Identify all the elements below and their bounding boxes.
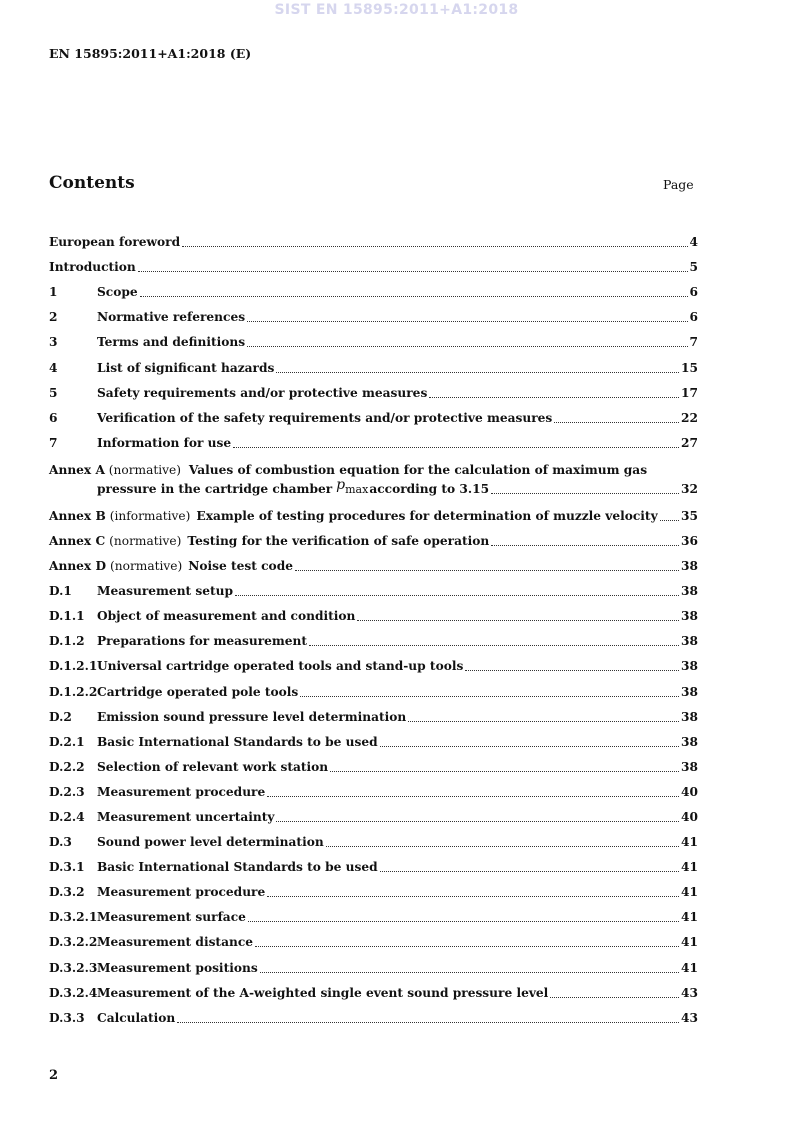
toc-entry-european-foreword[interactable] — [49, 225, 698, 250]
toc-title: Measurement distance — [97, 935, 253, 950]
toc-entry-scope[interactable] — [49, 275, 698, 300]
annex-title-line2-end: according to 3.15 — [369, 481, 490, 496]
annex-prefix: Annex A — [49, 463, 105, 478]
leader-dots — [330, 771, 679, 772]
leader-dots — [260, 972, 679, 973]
toc-number: D.3.1 — [49, 860, 85, 875]
toc-page: 38 — [681, 759, 698, 774]
toc-entry-annex-b[interactable] — [49, 497, 698, 524]
toc-page: 41 — [681, 960, 698, 975]
toc-entry-d3-2[interactable] — [49, 875, 698, 900]
toc-number: D.1.2.2 — [49, 684, 98, 699]
toc-number: D.1.2 — [49, 634, 85, 649]
leader-dots — [235, 595, 679, 596]
toc-entry-d1-2-1[interactable] — [49, 649, 698, 674]
annex-a-text — [49, 463, 698, 497]
leader-dots — [267, 796, 679, 797]
toc-title: Measurement surface — [97, 910, 246, 925]
watermark: SIST EN 15895:2011+A1:2018 — [274, 2, 519, 18]
toc-title: Sound power level determination — [97, 835, 324, 850]
toc-page: 7 — [689, 335, 698, 350]
toc-title: Emission sound pressure level determination — [97, 709, 407, 724]
toc-number: D.3.2 — [49, 885, 85, 900]
toc-entry-d1-2-2[interactable] — [49, 674, 698, 699]
contents-heading: Contents — [49, 173, 135, 193]
toc-page: 38 — [681, 559, 698, 574]
toc-page: 36 — [681, 533, 698, 548]
leader-dots — [248, 921, 679, 922]
toc-number: 7 — [49, 435, 58, 450]
toc-title: Cartridge operated pole tools — [97, 684, 299, 699]
leader-dots — [380, 746, 679, 747]
toc-entry-d3-2-3[interactable] — [49, 950, 698, 975]
leader-dots — [550, 997, 679, 998]
leader-dots — [138, 271, 688, 272]
toc-entry-d2-2[interactable] — [49, 750, 698, 775]
toc-number: D.1.2.1 — [49, 659, 98, 674]
page-column-label: Page — [663, 177, 694, 192]
annex-prefix: Annex D — [49, 559, 107, 574]
toc-entry-annex-c[interactable] — [49, 524, 698, 549]
toc-entry-d3-2-2[interactable] — [49, 925, 698, 950]
toc-page: 41 — [681, 885, 698, 900]
toc-title: List of significant hazards — [97, 360, 275, 375]
leader-dots — [295, 570, 679, 571]
toc-title: Calculation — [97, 1010, 176, 1025]
leader-dots — [247, 321, 687, 322]
toc-entry-annex-d[interactable] — [49, 549, 698, 574]
toc-entry-d2-4[interactable] — [49, 800, 698, 825]
toc-entry-d3-2-4[interactable] — [49, 976, 698, 1001]
leader-dots — [554, 422, 679, 423]
toc-page: 40 — [681, 784, 698, 799]
annex-title-line2: pressure in the cartridge chamber — [97, 481, 333, 496]
toc-number: 4 — [49, 360, 58, 375]
toc-number: 3 — [49, 335, 58, 350]
leader-dots — [491, 493, 679, 494]
toc-entry-d3-3[interactable] — [49, 1001, 698, 1026]
toc-page: 38 — [681, 734, 698, 749]
toc-page: 6 — [689, 310, 698, 325]
toc-page: 38 — [681, 659, 698, 674]
toc-title: Universal cartridge operated tools and stand-up tools — [97, 659, 464, 674]
toc-number: D.2.4 — [49, 809, 85, 824]
toc-page: 17 — [681, 385, 698, 400]
leader-dots — [233, 447, 679, 448]
toc-entry-d2-1[interactable] — [49, 725, 698, 750]
toc-title: Safety requirements and/or protective measures — [97, 385, 428, 400]
toc-page: 43 — [681, 1010, 698, 1025]
toc-page: 41 — [681, 910, 698, 925]
toc-page: 6 — [689, 285, 698, 300]
toc-number: D.2.3 — [49, 784, 85, 799]
toc-number: D.1.1 — [49, 609, 85, 624]
toc-number: D.3.2.2 — [49, 935, 98, 950]
toc-number: D.3 — [49, 835, 72, 850]
toc-page: 38 — [681, 584, 698, 599]
toc-entry-introduction[interactable] — [49, 250, 698, 275]
annex-type: (normative) — [108, 463, 182, 478]
toc-entry-hazards[interactable] — [49, 350, 698, 375]
annex-title: Example of testing procedures for determination of muzzle velocity — [196, 508, 658, 523]
toc-entry-d3[interactable] — [49, 825, 698, 850]
toc-title: Object of measurement and condition — [97, 609, 356, 624]
annex-title: Testing for the verification of safe operation — [187, 533, 490, 548]
toc-number: 2 — [49, 310, 58, 325]
annex-prefix: Annex C — [49, 533, 106, 548]
toc-page: 38 — [681, 684, 698, 699]
toc-entry-safety-requirements[interactable] — [49, 376, 698, 401]
toc-number: D.2.2 — [49, 759, 85, 774]
toc-title: Information for use — [97, 435, 232, 450]
leader-dots — [660, 520, 679, 521]
toc-page: 35 — [681, 508, 698, 523]
leader-dots — [276, 372, 679, 373]
toc-title: Measurement procedure — [97, 784, 266, 799]
annex-type: (normative) — [109, 533, 182, 548]
toc-page: 40 — [681, 809, 698, 824]
toc-number: D.3.3 — [49, 1010, 85, 1025]
toc-title: Scope — [97, 285, 138, 300]
page-number: 2 — [49, 1068, 59, 1083]
toc-number: 1 — [49, 285, 58, 300]
annex-a-line2 — [49, 478, 698, 497]
leader-dots — [429, 397, 679, 398]
toc-entry-d2-3[interactable] — [49, 775, 698, 800]
toc-page: 27 — [681, 435, 698, 450]
toc-entry-verification[interactable] — [49, 401, 698, 426]
toc-title: Measurement positions — [97, 960, 258, 975]
toc-entry-d1-1[interactable] — [49, 599, 698, 624]
toc-number: 6 — [49, 410, 58, 425]
leader-dots — [380, 871, 679, 872]
document-id: EN 15895:2011+A1:2018 (E) — [49, 46, 252, 61]
leader-dots — [357, 620, 679, 621]
leader-dots — [140, 296, 688, 297]
toc-number: D.3.2.1 — [49, 910, 98, 925]
leader-dots — [309, 645, 679, 646]
toc-title: Introduction — [49, 260, 136, 275]
leader-dots — [182, 246, 687, 247]
toc-page: 4 — [689, 235, 698, 250]
p-max-symbol: $p_{max}$ — [336, 477, 369, 496]
toc-title: Terms and definitions — [97, 335, 246, 350]
toc-page: 22 — [681, 410, 698, 425]
annex-type: (normative) — [110, 559, 183, 574]
toc-page: 41 — [681, 835, 698, 850]
toc-entry-information-for-use[interactable] — [49, 426, 698, 451]
toc-number: D.2 — [49, 709, 72, 724]
toc-entry-d1-2[interactable] — [49, 624, 698, 649]
annex-title: Noise test code — [188, 559, 293, 574]
toc-page: 15 — [681, 360, 698, 375]
leader-dots — [408, 721, 679, 722]
leader-dots — [326, 846, 679, 847]
toc-entry-d3-1[interactable] — [49, 850, 698, 875]
toc-title: Measurement of the A-weighted single event sound pressure level — [97, 985, 549, 1000]
leader-dots — [255, 946, 679, 947]
toc-title: Preparations for measurement — [97, 634, 308, 649]
annex-title-line1: Values of combustion equation for the calculation of maximum gas — [188, 463, 648, 478]
toc-number: 5 — [49, 385, 58, 400]
leader-dots — [276, 821, 679, 822]
annex-type: (informative) — [109, 508, 191, 523]
leader-dots — [465, 670, 679, 671]
leader-dots — [300, 696, 679, 697]
annex-prefix: Annex B — [49, 508, 106, 523]
toc-title: European foreword — [49, 235, 181, 250]
toc-title: Measurement setup — [97, 584, 234, 599]
toc-entry-terms-definitions[interactable] — [49, 325, 698, 350]
annex-a-line1 — [49, 463, 698, 478]
toc-title: Measurement procedure — [97, 885, 266, 900]
toc-page: 5 — [689, 260, 698, 275]
toc-number: D.3.2.4 — [49, 985, 98, 1000]
toc-number: D.2.1 — [49, 734, 85, 749]
toc-number: D.3.2.3 — [49, 960, 98, 975]
leader-dots — [177, 1022, 679, 1023]
leader-dots — [267, 896, 679, 897]
toc-entry-normative-references[interactable] — [49, 300, 698, 325]
toc-title: Basic International Standards to be used — [97, 734, 378, 749]
leader-dots — [491, 545, 679, 546]
toc-page: 32 — [681, 481, 698, 496]
toc-title: Verification of the safety requirements and/or protective measures — [97, 410, 553, 425]
toc-entry-d1[interactable] — [49, 574, 698, 599]
toc-title: Basic International Standards to be used — [97, 860, 378, 875]
toc-number: D.1 — [49, 584, 72, 599]
toc-page: 41 — [681, 860, 698, 875]
table-of-contents — [49, 225, 698, 1026]
toc-page: 38 — [681, 709, 698, 724]
toc-entry-annex-a[interactable] — [49, 451, 698, 497]
toc-page: 38 — [681, 634, 698, 649]
toc-title: Measurement uncertainty — [97, 809, 275, 824]
toc-page: 41 — [681, 935, 698, 950]
leader-dots — [247, 346, 687, 347]
toc-title: Selection of relevant work station — [97, 759, 329, 774]
toc-entry-d3-2-1[interactable] — [49, 900, 698, 925]
toc-entry-d2[interactable] — [49, 700, 698, 725]
toc-title: Normative references — [97, 310, 246, 325]
toc-page: 43 — [681, 985, 698, 1000]
toc-page: 38 — [681, 609, 698, 624]
